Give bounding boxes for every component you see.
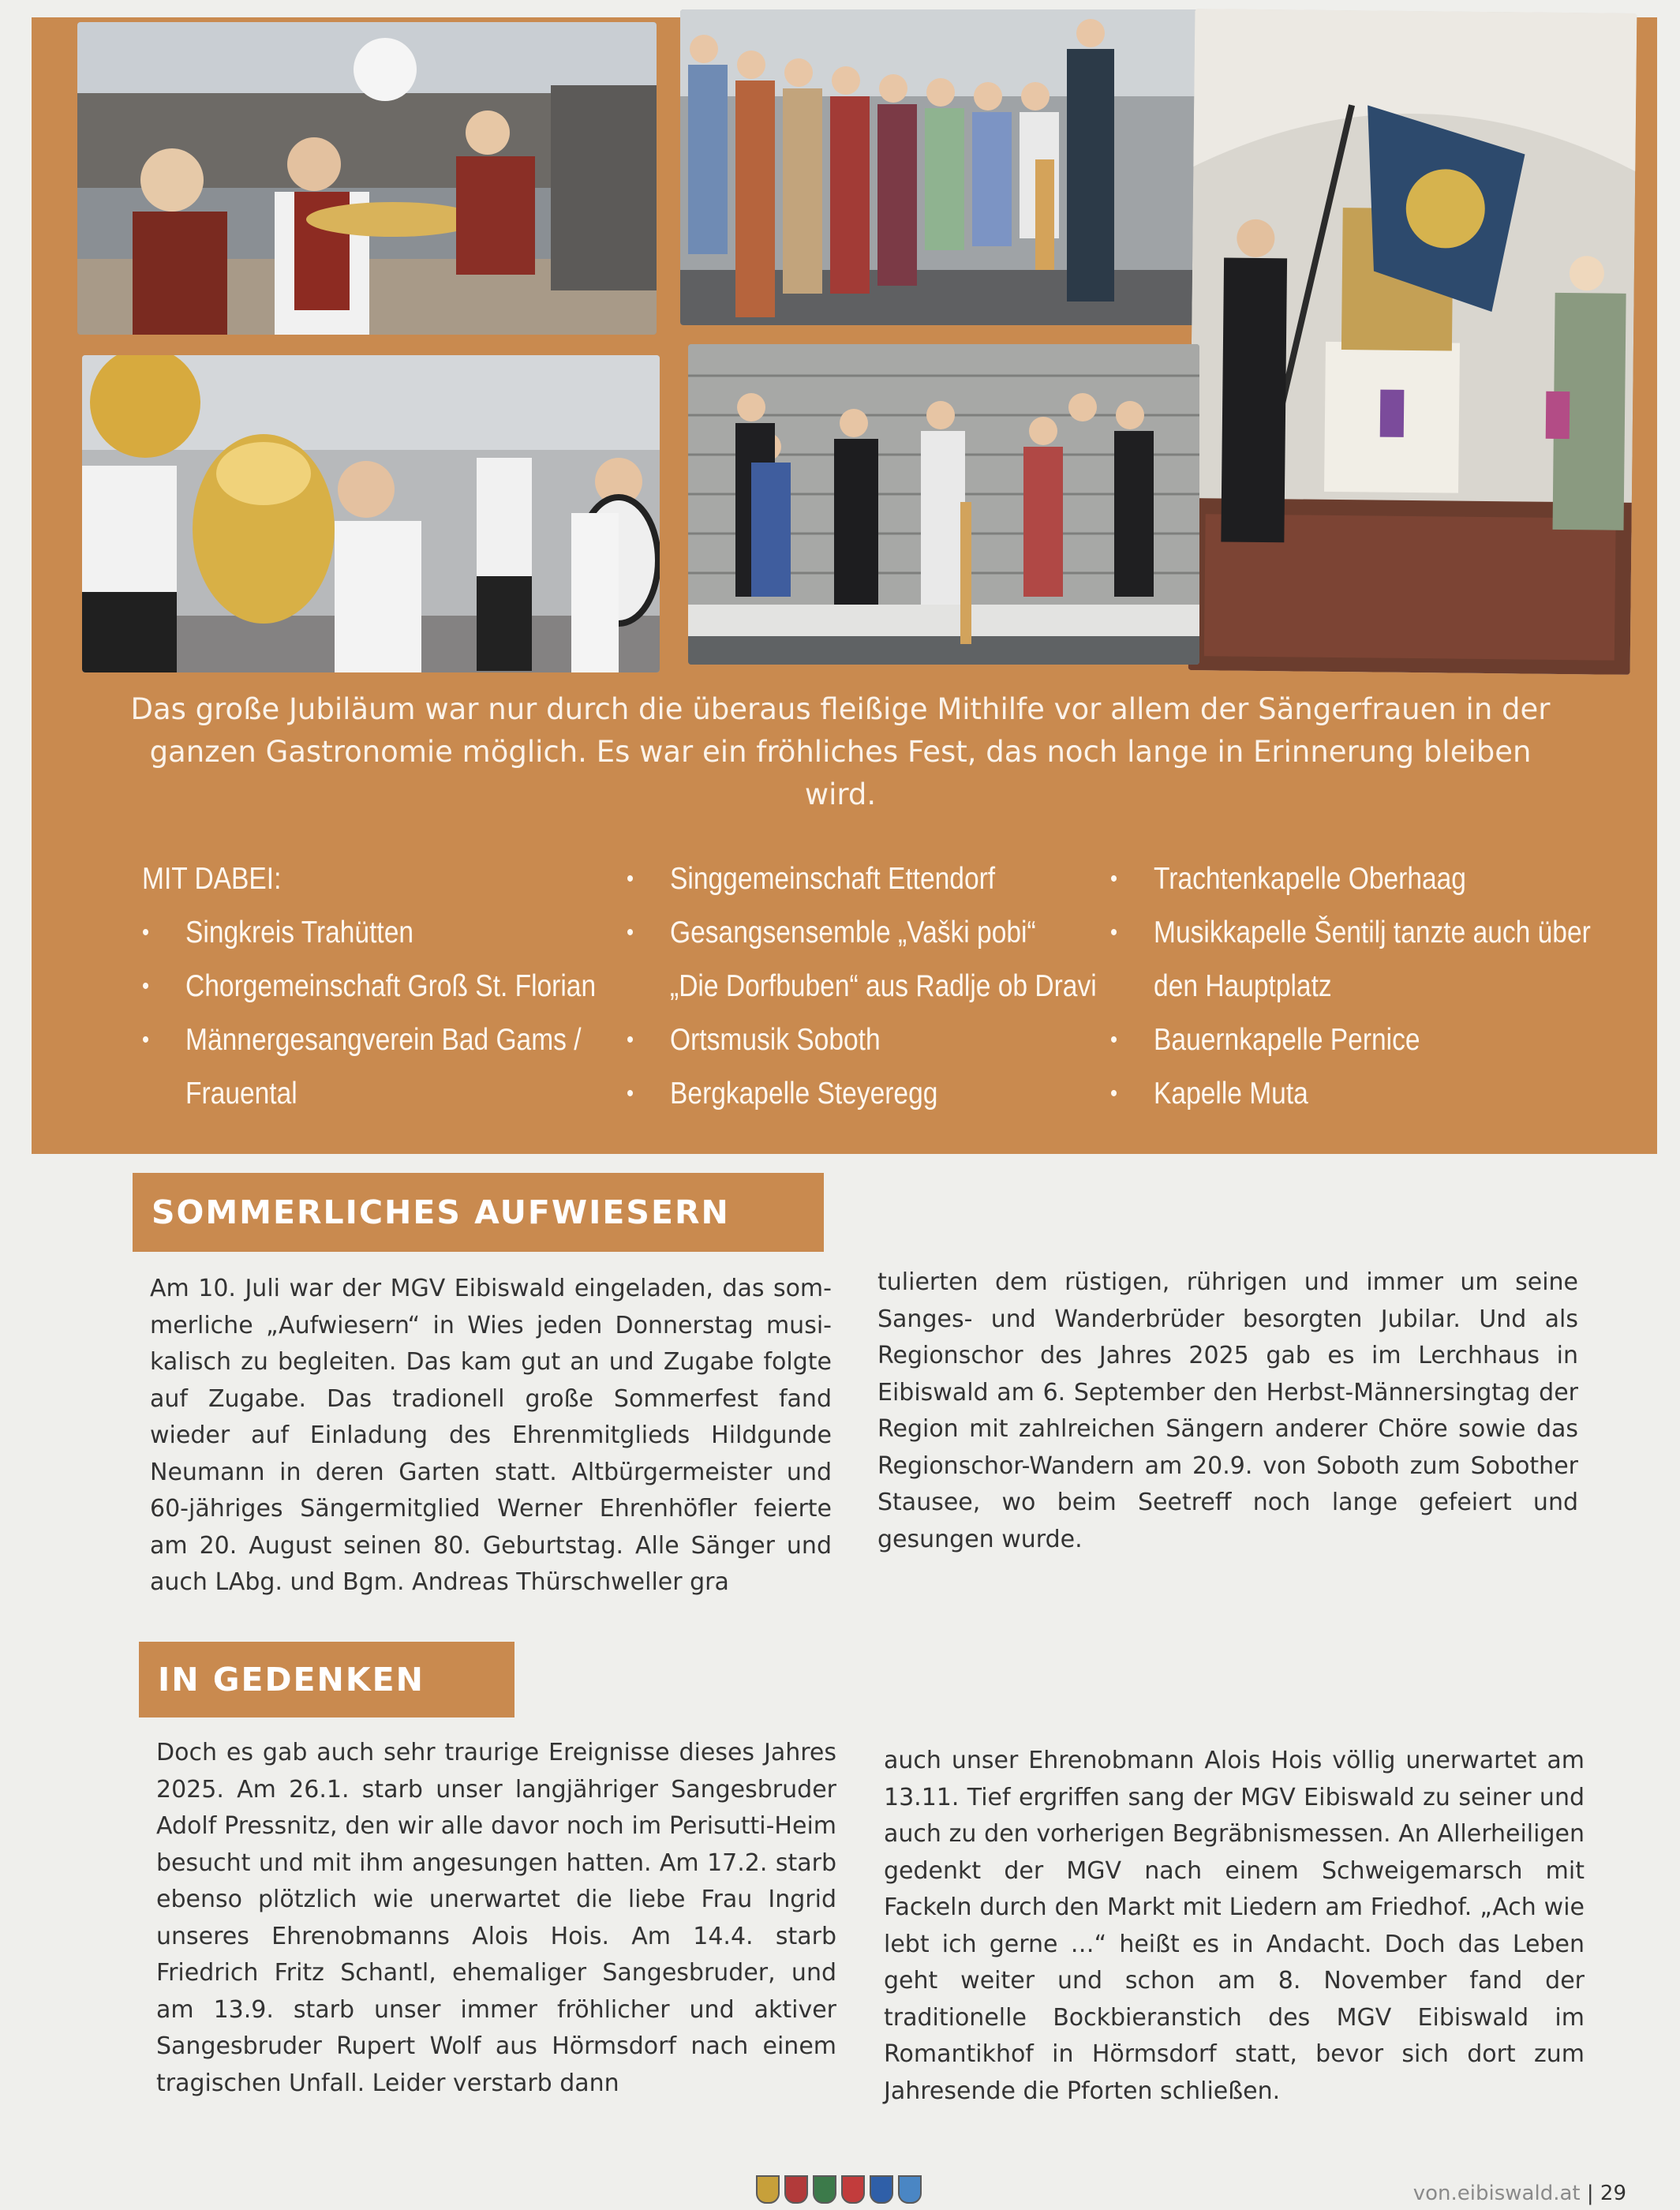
list-item: • Männergesangverein Bad Gams / — [142, 1013, 596, 1067]
photo-brass-band — [77, 22, 657, 335]
list-item: • Ortsmusik Soboth — [627, 1013, 1097, 1067]
list-item: • Chorgemeinschaft Groß St. Florian — [142, 960, 596, 1013]
website-link[interactable]: von.eibiswald.at — [1412, 2182, 1581, 2205]
list-item: • Bergkapelle Steyeregg — [627, 1067, 1097, 1121]
list-item: • Kapelle Muta — [1110, 1067, 1591, 1121]
photo-stage-performers — [688, 344, 1199, 665]
participants-column-2 — [627, 852, 1097, 1121]
participants-column-1 — [142, 852, 596, 1121]
photo-tuba-players — [82, 355, 660, 672]
crest-icon — [784, 2175, 808, 2204]
page-number: 29 — [1600, 2182, 1626, 2205]
crest-icon — [841, 2175, 865, 2204]
participants-heading: MIT DABEI: — [142, 862, 282, 896]
section1-column-right: tulierten dem rüstigen, rührigen und immer um seine Sanges- und Wanderbrüder besorgten Jubilar. Und als Regionschor des Jahres 2025 gab es im Lerchhaus in Eibiswald am 6. September den Herbst-Männersingtag der Region mit zahlreichen Sängern anderer Chöre sowie das Regionschor-Wandern am 20.9. von Soboth zum Sobother Stausee, wo beim Seetreff noch lange gefeiert und gesungen wurde. — [877, 1268, 1578, 1553]
crest-icon — [870, 2175, 893, 2204]
section-title-summer: SOMMERLICHES AUFWIESERN — [133, 1173, 824, 1252]
list-item: • Musikkapelle Šentilj tanzte auch über — [1110, 906, 1591, 960]
list-item: • Gesangsensemble „Vaški pobi“ — [627, 906, 1097, 960]
section2-column-left: Doch es gab auch sehr traurige Ereignisse dieses Jahres 2025. Am 26.1. starb unser langjähriger Sangesbruder Adolf Pressnitz, den wir alle davor noch im Perisutti-Heim besucht und mit ihm angesungen hatten. Am 17.2. starb ebenso plötzlich wie unerwartet die liebe Frau Ingrid unseres Ehrenobmanns Alois Hois. Am 14.4. starb Friedrich Fritz Schantl, ehemaliger Sangesbruder, und am 13.9. starb unser immer fröhlicher und aktiver Sangesbruder Rupert Wolf aus Hörmsdorf nach einem tragischen Unfall. Leider verstarb dann — [156, 1739, 836, 2097]
photo-church-flag — [1188, 9, 1637, 675]
section2-column-right: auch unser Ehrenobmann Alois Hois völlig unerwartet am 13.11. Tief ergriffen sang der MGV Eibiswald zu seiner und auch zu den vorherigen Begräbnismessen. An Allerheiligen gedenkt der MGV nach einem Schweigemarsch mit Fackeln durch den Markt mit Liedern am Friedhof. „Ach wie lebt ich gerne …“ heißt es in Andacht. Doch das Leben geht weiter und schon am 8. November fand der traditionelle Bockbieranstich des MGV Eibiswald im Romantikhof in Hörmsdorf statt, bevor sich dort zum Jahresende die Pforten schließen. — [884, 1747, 1585, 2105]
photo-womens-choir — [680, 9, 1201, 325]
footer-separator: | — [1580, 2182, 1600, 2205]
participants-column-3 — [1110, 852, 1591, 1121]
crest-icon — [898, 2175, 922, 2204]
list-item: • Singkreis Trahütten — [142, 906, 596, 960]
footer-url — [1413, 2182, 1626, 2205]
crest-icon — [756, 2175, 780, 2204]
section-title-remembrance: IN GEDENKEN — [139, 1642, 514, 1717]
list-item: • Bauernkapelle Pernice — [1110, 1013, 1591, 1067]
list-item: • Singgemeinschaft Ettendorf — [627, 852, 1097, 906]
crest-icon — [813, 2175, 836, 2204]
list-item: den Hauptplatz — [1154, 969, 1332, 1003]
intro-paragraph: Das große Jubiläum war nur durch die überaus fleißige Mithilfe vor allem der Sängerfrauen in der ganzen Gastronomie möglich. Es war ein fröhliches Fest, das noch lange in Erinnerung bleiben wird. — [130, 692, 1551, 811]
list-item: „Die Dorfbuben“ aus Radlje ob Dravi — [670, 969, 1097, 1003]
list-item: Frauental — [185, 1077, 297, 1111]
section1-column-left: Am 10. Juli war der MGV Eibiswald eingeladen, das sommerliche „Aufwiesern“ in Wies jeden Donnerstag musikalisch zu begleiten. Das kam gut an und Zugabe folgte auf Zugabe. Das tradionell große Sommerfest fand wieder auf Einladung des Ehrenmitglieds Hildgunde Neumann in deren Garten statt. Altbürgermeister und 60-jähriges Sängermitglied Werner Ehrenhöfler feierte am 20. August seinen 80. Geburtstag. Alle Sänger und auch LAbg. und Bgm. Andreas Thürschweller gra — [150, 1275, 832, 1596]
municipality-crests — [756, 2175, 922, 2204]
list-item: • Trachtenkapelle Oberhaag — [1110, 852, 1591, 906]
